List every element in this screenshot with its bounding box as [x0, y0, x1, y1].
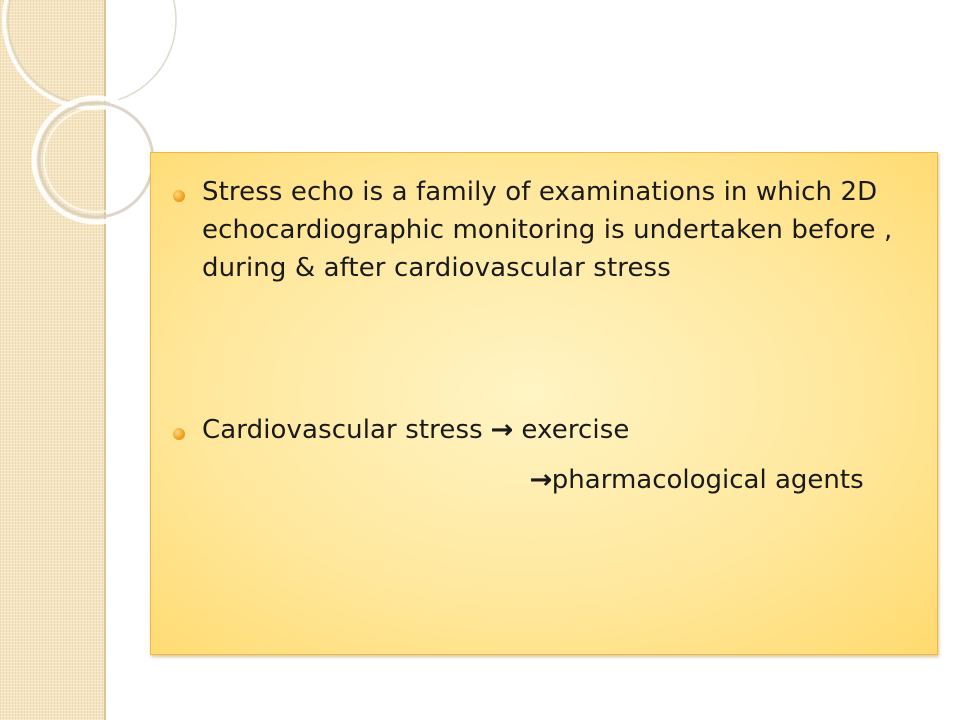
stress-label: Cardiovascular stress	[202, 415, 483, 445]
right-arrow-icon: →	[529, 465, 553, 495]
bullet-item-stress-types	[173, 411, 923, 449]
stress-type-exercise: exercise	[521, 415, 630, 445]
bullet-item-definition	[173, 173, 923, 287]
bullet-marker-icon	[173, 190, 185, 202]
sub-item-pharmacological	[530, 461, 864, 499]
bullet-text-stress-types	[202, 411, 923, 449]
right-arrow-icon: →	[490, 415, 514, 445]
stress-type-pharmacological: pharmacological agents	[551, 465, 864, 495]
bullet-text-definition: Stress echo is a family of examinations in which 2D echocardiographic monitoring is undertaken before , during & after cardiovascular stress	[202, 177, 893, 283]
content-box	[150, 152, 938, 655]
decorative-rings	[0, 0, 170, 240]
bullet-marker-icon	[173, 428, 185, 440]
